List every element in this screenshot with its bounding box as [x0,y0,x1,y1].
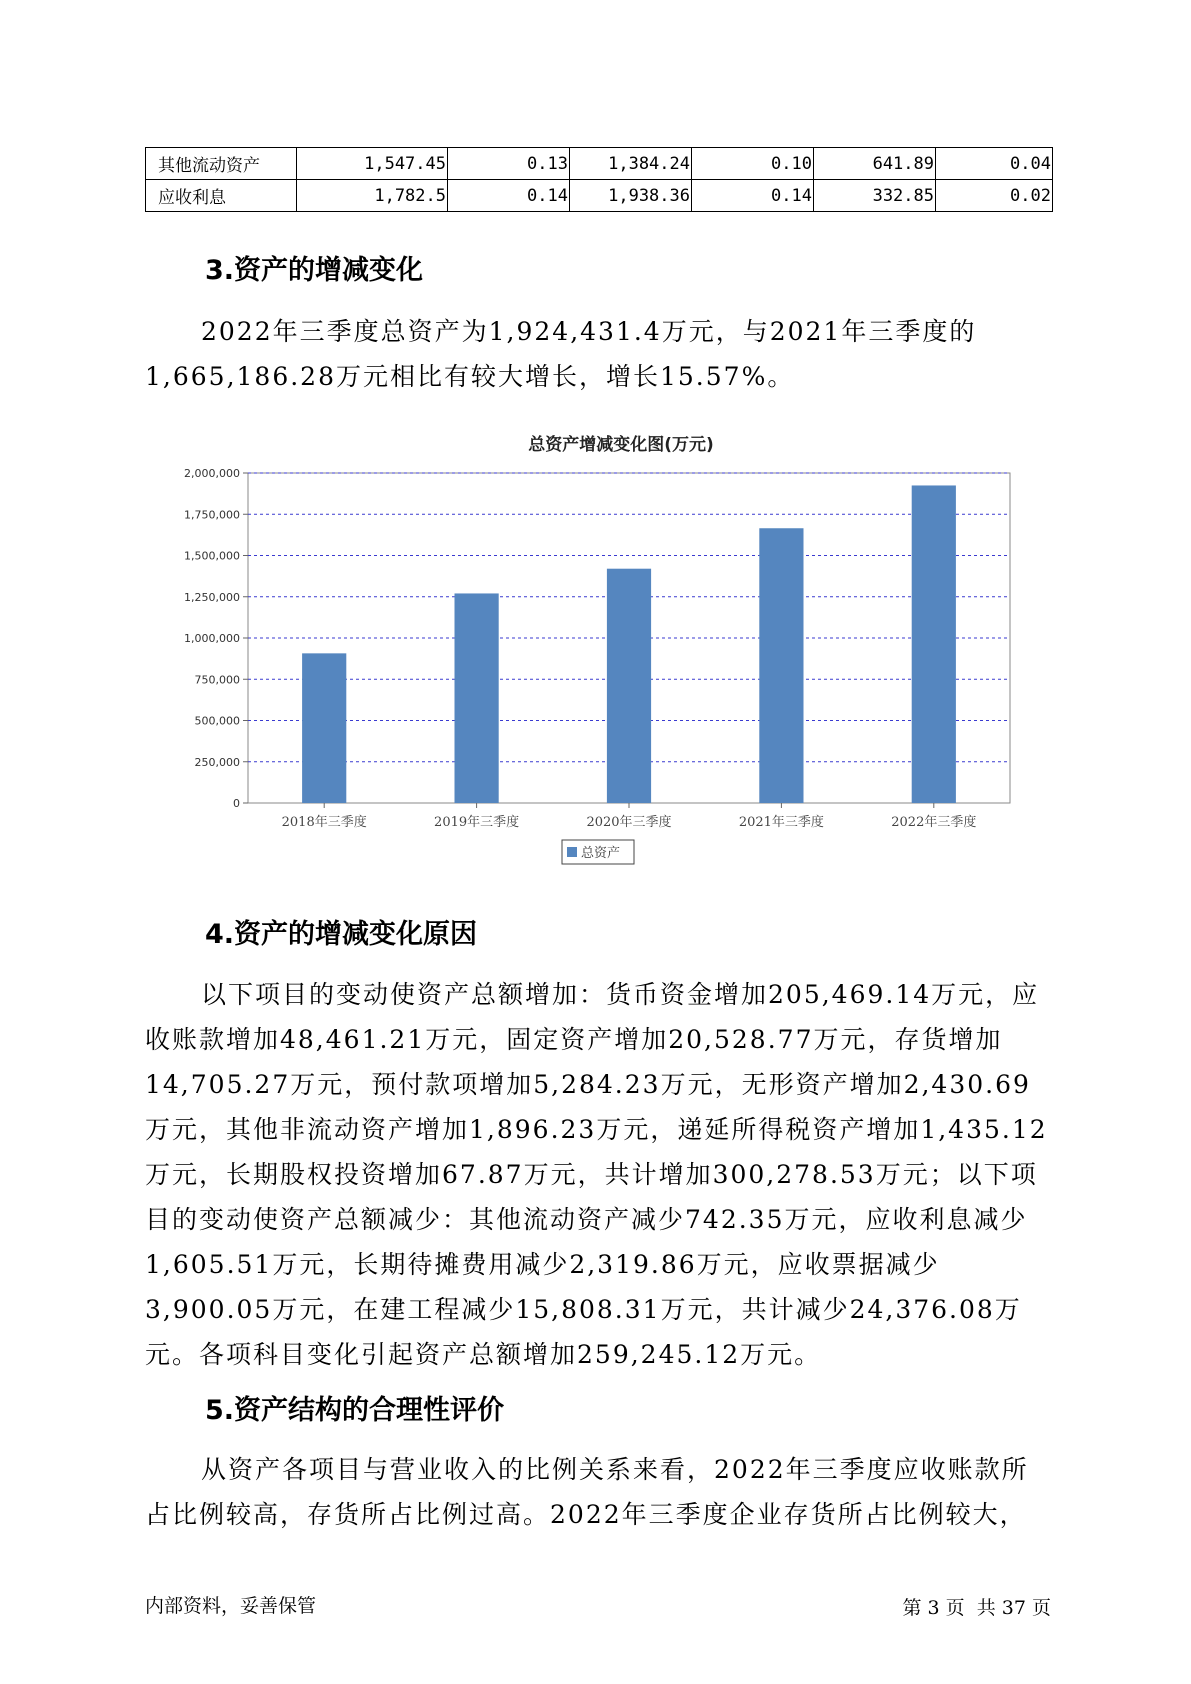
x-tick-label: 2020年三季度 [586,815,672,830]
x-tick-label: 2019年三季度 [434,815,520,830]
table-cell: 1,384.24 [570,148,692,180]
row-name: 其他流动资产 [146,148,297,180]
x-tick-label: 2018年三季度 [281,815,367,830]
x-tick-label: 2022年三季度 [891,815,977,830]
bar [302,653,346,803]
section-heading: 5.资产结构的合理性评价 [205,1395,505,1426]
bar [912,485,956,803]
x-tick-label: 2021年三季度 [738,815,824,830]
table-cell: 0.13 [448,148,570,180]
table-cell: 0.04 [936,148,1053,180]
table-cell: 0.10 [692,148,814,180]
chart-title: 总资产增减变化图(万元) [528,435,714,455]
bar [455,593,499,803]
paragraph: 2022年三季度总资产为1,924,431.4万元，与2021年三季度的1,665,186.28万元相比有较大增长，增长15.57%。 [145,317,977,391]
y-tick-label: 1,000,000 [184,632,240,645]
table-cell: 641.89 [814,148,936,180]
section-heading: 4.资产的增减变化原因 [205,919,478,950]
asset-table [145,147,1053,212]
table-cell: 1,938.36 [570,180,692,212]
table-cell: 1,782.5 [297,180,448,212]
section-heading: 3.资产的增减变化 [205,255,424,286]
paragraph: 从资产各项目与营业收入的比例关系来看，2022年三季度应收账款所占比例较高，存货所占比例过高。2022年三季度企业存货所占比例较大， [145,1455,1029,1529]
legend-label: 总资产 [581,846,621,861]
table-cell: 1,547.45 [297,148,448,180]
bar [607,569,651,803]
legend-swatch [567,847,577,857]
table-row [146,180,1053,212]
page-number: 第 3 页 共 37 页 [902,1597,1051,1619]
y-tick-label: 250,000 [194,755,240,769]
footer-note: 内部资料，妥善保管 [145,1595,317,1617]
bar [759,528,803,803]
table-cell: 332.85 [814,180,936,212]
table-cell: 0.14 [692,180,814,212]
table-row [146,148,1053,180]
total-assets-bar-chart [155,425,1035,885]
y-tick-label: 1,750,000 [184,508,240,522]
y-tick-label: 1,250,000 [184,590,240,604]
y-tick-label: 0 [233,797,240,810]
y-tick-label: 500,000 [194,714,240,728]
y-tick-label: 1,500,000 [184,549,240,563]
table-cell: 0.14 [448,180,570,212]
y-tick-label: 750,000 [194,673,240,687]
row-name: 应收利息 [146,180,297,212]
paragraph: 以下项目的变动使资产总额增加：货币资金增加205,469.14万元，应收账款增加48,461.21万元，固定资产增加20,528.77万元，存货增加14,705.27万元，预付款项增加5,284.23万元，无形资产增加2,430.69万元，其他非流动资产增加1,896.23万元，递延所得税资产增加1,435.12万元，长期股权投资增加67.87万元，共计增加300,278.53万元；以下项目的变动使资产总额减少：其他流动资产减少742.35万元，应收利息减少1,605.51万元，长期待摊费用减少2,319.86万元，应收票据减少3,900.05万元，在建工程减少15,808.31万元，共计减少24,376.08万元。各项科目变化引起资产总额增加259,245.12万元。 [145,980,1048,1369]
table-cell: 0.02 [936,180,1053,212]
y-tick-label: 2,000,000 [184,467,240,480]
